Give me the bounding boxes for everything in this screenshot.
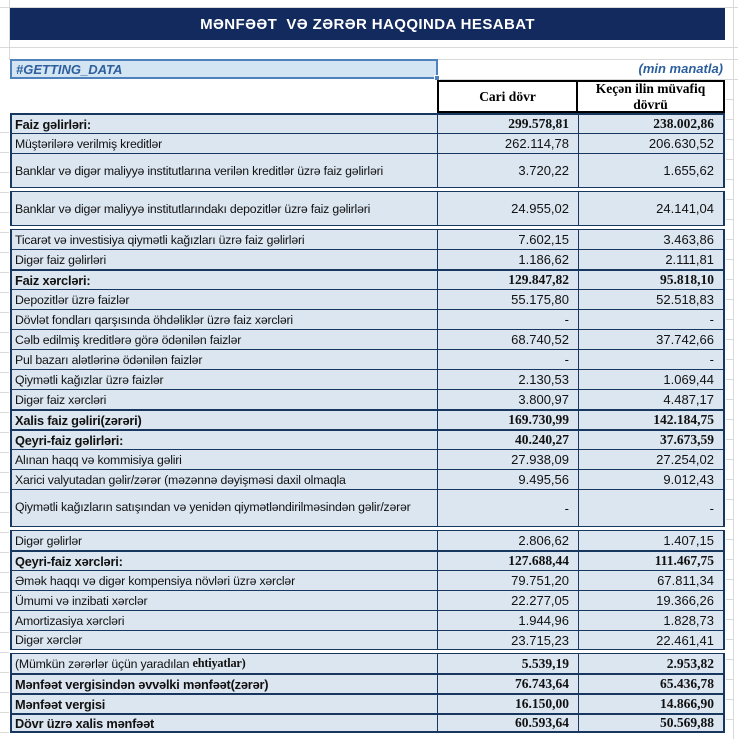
previous-period-cell[interactable]: 9.012,43	[663, 472, 714, 487]
row-label-cell[interactable]: Banklar və digər maliyyə institutlarına verilən kreditlər üzrə faiz gəlirləri	[12, 154, 438, 187]
table-row	[10, 429, 725, 449]
gridline	[0, 47, 738, 48]
previous-period-cell[interactable]: 2.953,82	[666, 655, 714, 671]
row-label-cell[interactable]: Mənfəət vergisi	[12, 695, 438, 713]
previous-period-cell[interactable]: -	[709, 352, 714, 367]
previous-period-cell[interactable]: 27.254,02	[656, 452, 714, 467]
previous-period-cell[interactable]: 37.673,59	[660, 432, 714, 447]
row-label-cell[interactable]: Amortizasiya xərcləri	[12, 611, 438, 630]
row-label-cell[interactable]: Əmək haqqı və digər kompensiya növləri üzrə xərclər	[12, 571, 438, 590]
previous-period-cell[interactable]: 65.436,78	[660, 676, 714, 691]
previous-period-cell[interactable]: 24.141,04	[656, 201, 714, 216]
row-label-cell[interactable]: Digər xərclər	[12, 631, 438, 649]
table-row	[10, 153, 725, 188]
current-period-cell[interactable]: 16.150,00	[438, 695, 579, 713]
row-label-cell[interactable]: Müştərilərə verilmiş kreditlər	[12, 134, 438, 153]
column-header-previous[interactable]: Keçən ilin müvafiq dövrü	[576, 80, 725, 113]
current-period-cell[interactable]: 1.944,96	[438, 611, 579, 630]
current-period-cell[interactable]: 24.955,02	[438, 192, 579, 225]
row-label-cell[interactable]: Faiz xərcləri:	[12, 271, 438, 289]
table-row	[10, 369, 725, 389]
row-label-cell[interactable]: Xalis faiz gəliri(zərəri)	[12, 411, 438, 429]
row-label-cell[interactable]: Ticarət və investisiya qiymətli kağızları üzrə faiz gəlirləri	[12, 230, 438, 249]
table-row	[10, 229, 725, 249]
previous-period-cell[interactable]: 14.866,90	[660, 696, 714, 711]
table-row	[10, 349, 725, 369]
current-period-cell[interactable]: -	[438, 310, 579, 329]
previous-period-cell[interactable]: 4.487,17	[663, 392, 714, 407]
row-label-cell[interactable]: Qeyri-faiz gəlirləri:	[12, 431, 438, 449]
column-header-current[interactable]: Cari dövr	[437, 80, 578, 113]
table-row	[10, 489, 725, 527]
previous-period-cell[interactable]: 1.828,73	[663, 613, 714, 628]
table-row	[10, 409, 725, 429]
table-row	[10, 191, 725, 226]
table-row	[10, 550, 725, 570]
current-period-cell[interactable]: 27.938,09	[438, 450, 579, 469]
current-period-cell[interactable]: 299.578,81	[438, 115, 579, 133]
row-label-cell[interactable]: Ümumi və inzibati xərclər	[12, 591, 438, 610]
row-label-cell[interactable]: (Mümkün zərərlər üçün yaradılan ehtiyatlar)	[12, 654, 438, 673]
previous-period-cell[interactable]: 67.811,34	[657, 573, 714, 588]
table-row	[10, 133, 725, 153]
previous-period-cell[interactable]: 1.069,44	[663, 372, 714, 387]
previous-period-cell[interactable]: 238.002,86	[653, 116, 714, 131]
current-period-cell[interactable]: 55.175,80	[438, 290, 579, 309]
row-label-bold-part: ehtiyatlar)	[192, 656, 246, 670]
table-row	[10, 610, 725, 630]
row-label-cell[interactable]: Qiymətli kağızlar üzrə faizlər	[12, 370, 438, 389]
previous-period-cell[interactable]: 50.569,88	[660, 715, 714, 730]
previous-period-cell[interactable]: 95.818,10	[660, 272, 714, 287]
row-label-cell[interactable]: Mənfəət vergisindən əvvəlki mənfəət(zərər)	[12, 675, 438, 693]
previous-period-cell[interactable]: 206.630,52	[648, 136, 714, 151]
row-label-cell[interactable]: Faiz gəlirləri:	[12, 115, 438, 133]
previous-period-cell[interactable]: 19.366,26	[656, 593, 714, 608]
current-period-cell[interactable]: 79.751,20	[438, 571, 579, 590]
report-title[interactable]	[10, 8, 725, 40]
current-period-cell[interactable]: -	[438, 490, 579, 526]
previous-period-cell[interactable]: 142.184,75	[653, 412, 714, 427]
table-row	[10, 630, 725, 650]
previous-period-cell[interactable]: -	[709, 500, 714, 516]
current-period-cell[interactable]: 3.800,97	[438, 390, 579, 409]
previous-period-cell[interactable]: 37.742,66	[656, 332, 714, 347]
table-row	[10, 713, 725, 733]
previous-period-cell[interactable]: -	[709, 312, 714, 327]
current-period-cell[interactable]: 22.277,05	[438, 591, 579, 610]
current-period-cell[interactable]: 127.688,44	[438, 552, 579, 570]
current-period-cell[interactable]: 40.240,27	[438, 431, 579, 449]
table-row	[10, 289, 725, 309]
row-label-cell[interactable]: Cəlb edilmiş kreditlərə görə ödənilən faizlər	[12, 330, 438, 349]
previous-period-cell[interactable]: 22.461,41	[656, 632, 714, 648]
previous-period-cell[interactable]: 1.655,62	[663, 163, 714, 178]
column-headers	[437, 80, 725, 113]
getting-data-text: #GETTING_DATA	[16, 61, 123, 77]
current-period-cell[interactable]: 129.847,82	[438, 271, 579, 289]
gridline	[733, 0, 734, 739]
row-label-cell[interactable]: Alınan haqq və kommisiya gəliri	[12, 450, 438, 469]
row-label-cell[interactable]: Digər gəlirlər	[12, 531, 438, 550]
previous-period-cell[interactable]: 111.467,75	[654, 553, 714, 568]
gridline-strip-left	[0, 113, 9, 737]
table-row	[10, 389, 725, 409]
gridline-strip-right	[726, 80, 733, 737]
current-period-cell[interactable]: 5.539,19	[438, 654, 579, 673]
current-period-cell[interactable]: 2.130,53	[438, 370, 579, 389]
table-row	[10, 113, 725, 133]
current-period-cell[interactable]: 3.720,22	[438, 154, 579, 187]
getting-data-cell[interactable]	[10, 59, 438, 79]
row-label-cell[interactable]: Pul bazarı alətlərinə ödənilən faizlər	[12, 350, 438, 369]
table-row	[10, 329, 725, 349]
current-period-cell[interactable]: 9.495,56	[438, 470, 579, 489]
row-label-cell[interactable]: Qiymətli kağızların satışından və yenidən qiymətləndirilməsindən gəlir/zərər	[12, 490, 438, 526]
previous-period-cell[interactable]: 1.407,15	[663, 533, 714, 548]
previous-period-cell[interactable]: 2.111,81	[665, 252, 714, 267]
table-row	[10, 449, 725, 469]
report-title-text: MƏNFƏƏT VƏ ZƏRƏR HAQQINDA HESABAT	[200, 15, 535, 33]
table-row	[10, 673, 725, 693]
current-period-cell[interactable]: 1.186,62	[438, 250, 579, 269]
current-period-cell[interactable]: 169.730,99	[438, 411, 579, 429]
table-row	[10, 469, 725, 489]
current-period-cell[interactable]: 7.602,15	[438, 230, 579, 249]
table-row	[10, 653, 725, 673]
previous-period-cell[interactable]: 52.518,83	[656, 292, 714, 307]
current-period-cell[interactable]: 60.593,64	[438, 715, 579, 731]
row-label-cell[interactable]: Qeyri-faiz xərcləri:	[12, 552, 438, 570]
row-label-cell[interactable]: Digər faiz gəlirləri	[12, 250, 438, 269]
current-period-cell[interactable]: 23.715,23	[438, 631, 579, 649]
current-period-cell[interactable]: -	[438, 350, 579, 369]
row-label-cell[interactable]: Depozitlər üzrə faizlər	[12, 290, 438, 309]
table-row	[10, 269, 725, 289]
table-row	[10, 249, 725, 269]
previous-period-cell[interactable]: 3.463,86	[663, 232, 714, 247]
table-row	[10, 590, 725, 610]
table-row	[10, 309, 725, 329]
current-period-cell[interactable]: 2.806,62	[438, 531, 579, 550]
current-period-cell[interactable]: 76.743,64	[438, 675, 579, 693]
row-label-cell[interactable]: Digər faiz xərcləri	[12, 390, 438, 409]
row-label-cell[interactable]: Dövlət fondları qarşısında öhdəliklər üzrə faiz xərcləri	[12, 310, 438, 329]
row-label-cell[interactable]: Xarici valyutadan gəlir/zərər (məzənnə dəyişməsi daxil olmaqla	[12, 470, 438, 489]
table-row	[10, 530, 725, 550]
unit-note[interactable]	[438, 60, 725, 78]
statement-table-body	[10, 113, 725, 733]
table-row	[10, 693, 725, 713]
current-period-cell[interactable]: 68.740,52	[438, 330, 579, 349]
current-period-cell[interactable]: 262.114,78	[438, 134, 579, 153]
row-label-cell[interactable]: Dövr üzrə xalis mənfəət	[12, 715, 438, 731]
table-row	[10, 570, 725, 590]
row-label-cell[interactable]: Banklar və digər maliyyə institutlarındakı depozitlər üzrə faiz gəlirləri	[12, 192, 438, 225]
unit-note-text: (min manatla)	[638, 61, 723, 76]
